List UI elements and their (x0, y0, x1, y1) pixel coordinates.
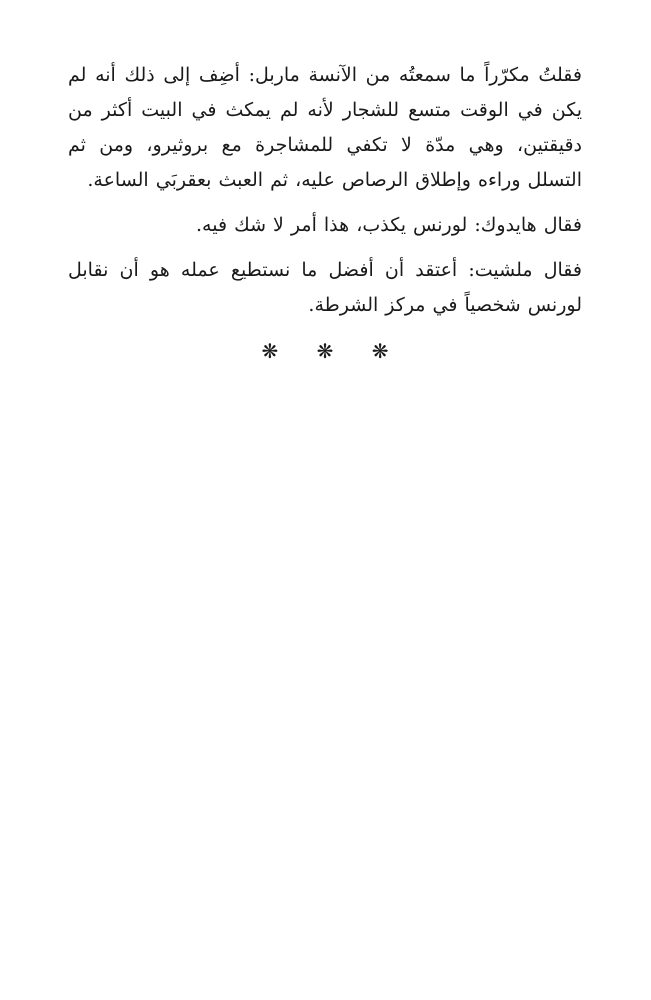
section-separator (68, 339, 582, 363)
asterism-icon: ❋ (261, 339, 295, 363)
paragraph-1: فقلتُ مكرّراً ما سمعتُه من الآنسة ماربل: أضِف إلى ذلك أنه لم يكن في الوقت متسع للشجار لأنه لم يمكث في البيت أكثر من دقيقتين، وهي مدّة لا تكفي للمشاجرة مع بروثيرو، ومن ثم التسلل وراءه وإطلاق الرصاص عليه، ثم العبث بعقربَي الساعة. (68, 64, 582, 191)
asterism-icon: ❋ (371, 339, 405, 363)
paragraph-2: فقال هايدوك: لورنس يكذب، هذا أمر لا شك فيه. (196, 214, 582, 236)
asterism-icon: ❋ (316, 339, 350, 363)
paragraph-3: فقال ملشيت: أعتقد أن أفضل ما نستطيع عمله هو أن نقابل لورنس شخصياً في مركز الشرطة. (68, 259, 582, 316)
book-page (68, 58, 582, 363)
